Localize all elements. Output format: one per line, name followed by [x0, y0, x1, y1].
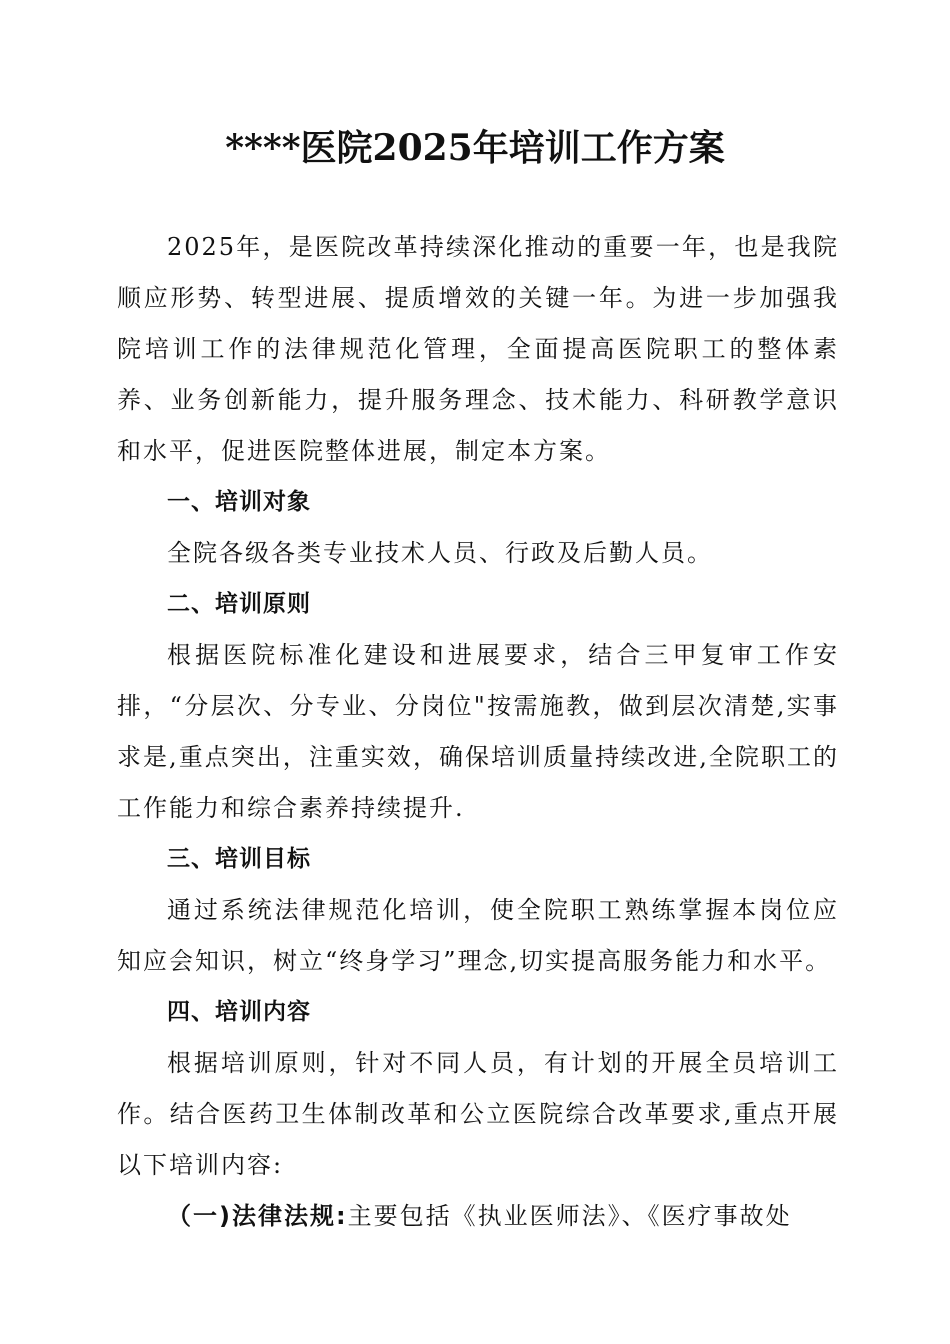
content-item-laws-text: 主要包括《执业医师法》、《医疗事故处 — [347, 1202, 792, 1230]
section-text-goals: 通过系统法律规范化培训，使全院职工熟练掌握本岗位应知应会知识，树立“终身学习”理念,切实提高服务能力和水平。 — [117, 896, 839, 975]
section-heading-content: 四、培训内容 — [167, 999, 311, 1025]
section-heading-goals: 三、培训目标 — [167, 846, 311, 872]
section-heading-targets: 一、培训对象 — [167, 489, 311, 515]
section-text-content: 根据培训原则，针对不同人员，有计划的开展全员培训工作。结合医药卫生体制改革和公立医院综合改革要求,重点开展以下培训内容: — [117, 1049, 839, 1179]
section-text-principles: 根据医院标准化建设和进展要求，结合三甲复审工作安排，“分层次、分专业、分岗位"按需施教，做到层次清楚,实事求是,重点突出，注重实效，确保培训质量持续改进,全院职工的工作能力和综合素养持续提升. — [117, 641, 839, 822]
document-title: ****医院2025年培训工作方案 — [225, 127, 725, 169]
content-item-laws — [117, 1191, 839, 1242]
section-text-targets: 全院各级各类专业技术人员、行政及后勤人员。 — [167, 539, 713, 567]
content-item-laws-label: （一)法律法规: — [167, 1202, 348, 1230]
document-body — [117, 222, 839, 1242]
section-heading-principles: 二、培训原则 — [167, 591, 311, 617]
intro-paragraph: 2025年，是医院改革持续深化推动的重要一年，也是我院顺应形势、转型进展、提质增效的关键一年。为进一步加强我院培训工作的法律规范化管理，全面提高医院职工的整体素养、业务创新能力，提升服务理念、技术能力、科研教学意识和水平，促进医院整体进展，制定本方案。 — [117, 233, 839, 465]
